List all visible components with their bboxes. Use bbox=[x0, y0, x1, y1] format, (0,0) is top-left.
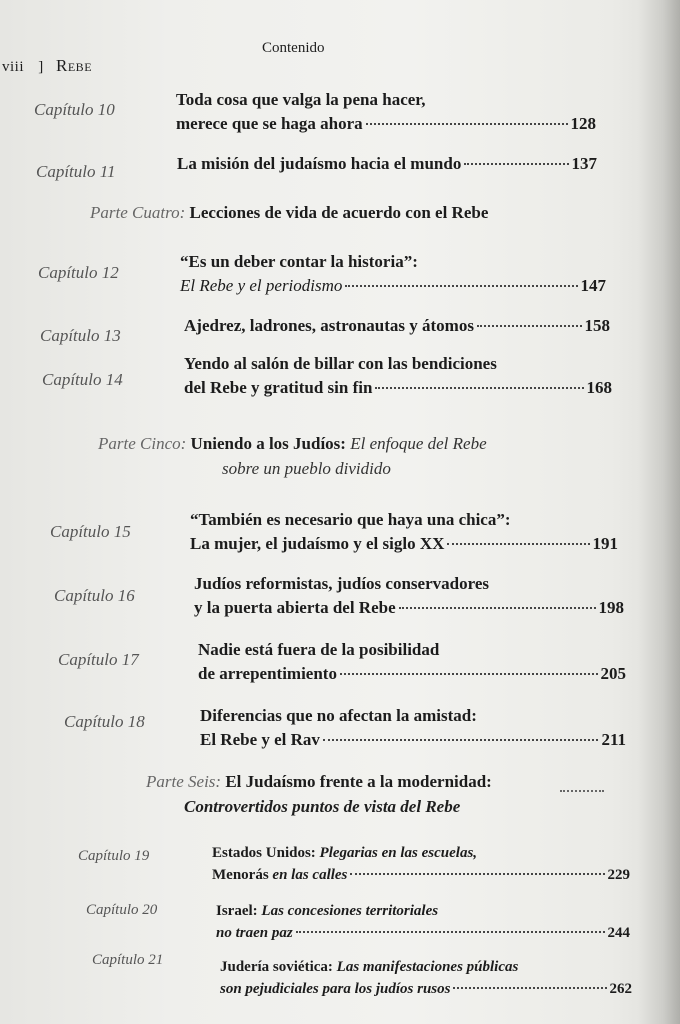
entry-title: Estados Unidos: bbox=[212, 845, 316, 861]
chapter-label: Capítulo 17 bbox=[58, 650, 139, 669]
entry-title: Toda cosa que valga la pena hacer, bbox=[176, 90, 426, 109]
entry-page: 137 bbox=[571, 154, 597, 173]
toc-entry[interactable] bbox=[190, 508, 618, 556]
entry-title: La misión del judaísmo hacia el mundo bbox=[177, 154, 462, 173]
leader-dots bbox=[366, 123, 568, 125]
entry-title: “Es un deber contar la historia”: bbox=[180, 252, 418, 271]
chapter-label: Capítulo 18 bbox=[64, 712, 145, 731]
entry-subtitle: no traen paz bbox=[216, 925, 293, 941]
entry-page: 147 bbox=[580, 276, 606, 295]
entry-title: Judíos reformistas, judíos conservadores bbox=[194, 574, 489, 593]
entry-title: Ajedrez, ladrones, astronautas y átomos bbox=[184, 316, 474, 335]
entry-title: merece que se haga ahora bbox=[176, 114, 363, 133]
part-heading-continued bbox=[222, 459, 391, 479]
part-subtitle: Controvertidos puntos de vista del Rebe bbox=[184, 797, 461, 816]
part-label: Parte Cuatro: bbox=[90, 203, 186, 222]
chapter-label: Capítulo 11 bbox=[36, 162, 116, 181]
part-subtitle: El enfoque del Rebe bbox=[350, 434, 487, 453]
entry-title: El Rebe y el Rav bbox=[200, 730, 320, 749]
page-number: viii bbox=[2, 59, 25, 75]
entry-page: 128 bbox=[570, 114, 596, 133]
part-heading-continued bbox=[184, 797, 460, 817]
part-subtitle: sobre un pueblo dividido bbox=[222, 459, 391, 478]
toc-entry[interactable] bbox=[220, 956, 632, 1000]
leader-dots bbox=[464, 163, 568, 165]
entry-subtitle: Las manifestaciones públicas bbox=[336, 959, 519, 975]
part-title: Lecciones de vida de acuerdo con el Rebe bbox=[189, 203, 489, 222]
chapter-label: Capítulo 10 bbox=[34, 100, 115, 119]
entry-page: 191 bbox=[592, 534, 618, 553]
entry-title: Menorás bbox=[212, 867, 269, 883]
chapter-label: Capítulo 20 bbox=[86, 902, 158, 918]
leader-dots bbox=[375, 387, 583, 389]
entry-page: 168 bbox=[586, 378, 612, 397]
toc-entry[interactable] bbox=[184, 352, 612, 400]
part-label: Parte Seis: bbox=[146, 772, 222, 791]
entry-page: 205 bbox=[600, 664, 626, 683]
entry-title: Yendo al salón de billar con las bendiciones bbox=[184, 354, 497, 373]
toc-entry[interactable] bbox=[198, 638, 626, 686]
entry-title: Diferencias que no afectan la amistad: bbox=[200, 706, 477, 725]
entry-title: Israel: bbox=[216, 903, 258, 919]
leader-dots bbox=[453, 987, 606, 989]
entry-subtitle: Plegarias en las escuelas, bbox=[319, 845, 478, 861]
leader-dots bbox=[350, 873, 604, 875]
entry-title: “También es necesario que haya una chica”: bbox=[190, 510, 511, 529]
leader-dots bbox=[323, 739, 599, 741]
toc-entry[interactable] bbox=[177, 152, 597, 176]
toc-entry[interactable] bbox=[176, 88, 596, 136]
part-heading bbox=[90, 203, 488, 223]
chapter-label: Capítulo 12 bbox=[38, 263, 119, 282]
entry-subtitle: El Rebe y el periodismo bbox=[180, 276, 343, 295]
toc-entry[interactable] bbox=[180, 250, 606, 298]
header-bracket: ] bbox=[38, 59, 44, 75]
entry-title: y la puerta abierta del Rebe bbox=[194, 598, 396, 617]
entry-page: 211 bbox=[601, 730, 626, 749]
chapter-label: Capítulo 13 bbox=[40, 326, 121, 345]
page-curl-shadow bbox=[638, 0, 680, 1024]
stray-leader-dots bbox=[560, 790, 604, 792]
leader-dots bbox=[296, 931, 605, 933]
entry-title: de arrepentimiento bbox=[198, 664, 337, 683]
leader-dots bbox=[399, 607, 596, 609]
chapter-label: Capítulo 19 bbox=[78, 848, 150, 864]
entry-page: 229 bbox=[607, 867, 630, 883]
entry-page: 158 bbox=[584, 316, 610, 335]
toc-entry[interactable] bbox=[194, 572, 624, 620]
leader-dots bbox=[477, 325, 582, 327]
running-header bbox=[2, 56, 92, 76]
entry-subtitle: Las concesiones territoriales bbox=[261, 903, 439, 919]
part-title: El Judaísmo frente a la modernidad: bbox=[225, 772, 492, 791]
leader-dots bbox=[447, 543, 589, 545]
chapter-label: Capítulo 16 bbox=[54, 586, 135, 605]
toc-entry[interactable] bbox=[200, 704, 626, 752]
entry-title: Judería soviética: bbox=[220, 959, 333, 975]
part-title: Uniendo a los Judíos: bbox=[190, 434, 346, 453]
book-title: Rebe bbox=[56, 56, 93, 75]
part-label: Parte Cinco: bbox=[98, 434, 187, 453]
entry-page: 244 bbox=[607, 925, 630, 941]
toc-entry[interactable] bbox=[184, 314, 610, 338]
entry-title: Nadie está fuera de la posibilidad bbox=[198, 640, 440, 659]
entry-page: 198 bbox=[598, 598, 624, 617]
toc-entry[interactable] bbox=[216, 900, 630, 944]
leader-dots bbox=[340, 673, 598, 675]
section-title: Contenido bbox=[262, 40, 325, 56]
chapter-label: Capítulo 14 bbox=[42, 370, 123, 389]
chapter-label: Capítulo 15 bbox=[50, 522, 131, 541]
entry-page: 262 bbox=[609, 981, 632, 997]
entry-title: del Rebe y gratitud sin fin bbox=[184, 378, 373, 397]
part-heading bbox=[98, 434, 487, 454]
entry-subtitle: en las calles bbox=[272, 867, 348, 883]
chapter-label: Capítulo 21 bbox=[92, 952, 164, 968]
toc-entry[interactable] bbox=[212, 842, 630, 886]
leader-dots bbox=[345, 285, 577, 287]
entry-title: La mujer, el judaísmo y el siglo XX bbox=[190, 534, 445, 553]
part-heading bbox=[146, 772, 492, 792]
entry-subtitle: son pejudiciales para los judíos rusos bbox=[220, 981, 451, 997]
